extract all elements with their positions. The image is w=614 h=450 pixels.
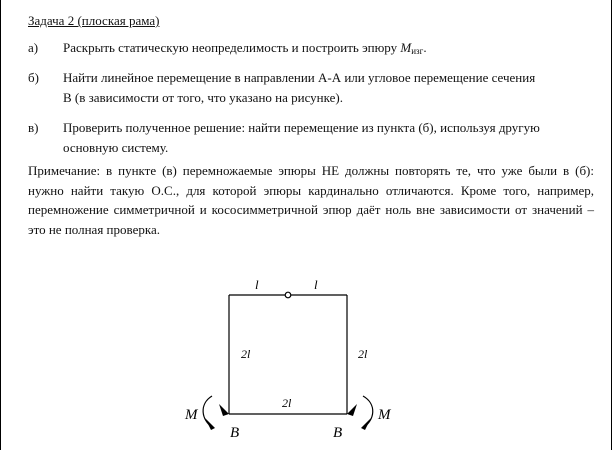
item-c-line2: основную систему. [63,140,169,155]
section-wedge-right-icon [347,404,357,416]
item-text [63,38,603,61]
label-bottom-beam: 2l [282,396,292,410]
moment-arrowhead-right-icon [361,418,371,430]
section-wedge-left-icon [219,404,229,416]
label-moment-left: M [185,407,198,423]
item-marker: б) [28,70,39,85]
item-a-text: Раскрыть статическую неопределимость и построить эпюру [63,40,401,55]
item-b-line1: Найти линейное перемещение в направлении А-А или угловое перемещение сечения [63,70,536,85]
label-top-right: l [314,277,318,292]
item-b-line2: В (в зависимости от того, что указано на рисунке). [63,90,343,105]
frame-structure [229,295,347,414]
moment-subscript: изг [411,46,424,56]
moment-arrow-left-icon [203,396,213,428]
label-top-left: l [255,277,259,292]
label-right-column: 2l [358,347,368,361]
moment-arrowhead-left-icon [205,418,215,430]
item-marker: в) [28,120,39,135]
label-section-left: B [230,425,240,441]
moment-symbol: M [400,40,412,55]
hinge-icon [285,292,291,298]
item-c-line1: Проверить полученное решение: найти перемещение из пункта (б), используя другую [63,120,540,135]
label-moment-right: M [378,407,391,423]
item-marker: а) [28,40,39,55]
label-left-column: 2l [241,347,251,361]
label-section-right: B [333,425,343,441]
note-paragraph: Примечание: в пункте (в) перемножаемые эпюры НЕ должны повторять те, что уже были в (б): нужно найти такую О.С., для которой эпюры кардинально отличаются. Кроме того, например, перемножение симметричной и кососимметричной эпюр даёт ноль вне зависимости от значений – это не полная проверка. [28,163,594,237]
task-title: Задача 2 (плоская рама) [28,13,160,28]
item-text [63,118,603,158]
item-text [63,68,603,108]
item-a-tail: . [423,40,427,55]
moment-arrow-right-icon [363,396,373,428]
